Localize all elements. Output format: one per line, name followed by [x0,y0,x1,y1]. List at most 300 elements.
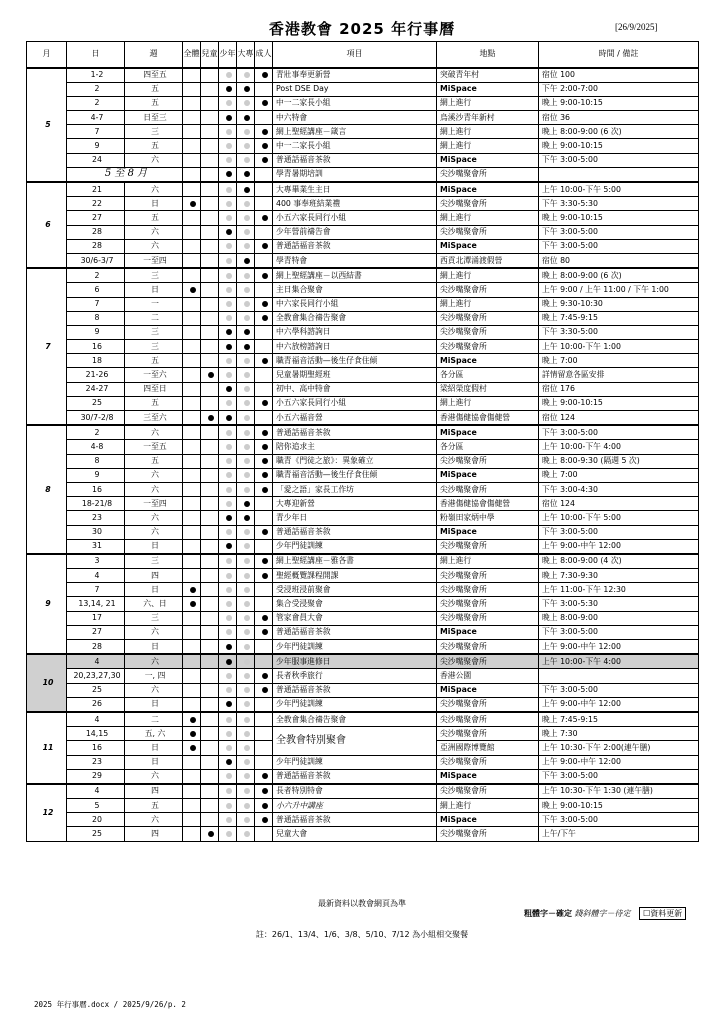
event-day: 30/7-2/8 [67,411,125,426]
audience-college-marker: ● [237,167,255,182]
event-time-note: 下午 3:30-5:30 [539,197,699,211]
month-label: 7 [27,268,67,425]
table-row [27,425,699,440]
audience-children-marker [201,283,219,297]
audience-children-marker [201,268,219,283]
event-time-note: 上午 10:00-下午 5:00 [539,182,699,197]
event-day: 29 [67,769,125,784]
audience-college-marker: ● [237,268,255,283]
audience-children-marker [201,741,219,755]
event-item: 普通話福音茶敘 [273,425,437,440]
audience-adult-marker: ● [255,769,273,784]
legend-italic: 錢斜體字－待定 [574,909,631,918]
audience-adult-marker: ● [255,454,273,468]
event-day: 17 [67,611,125,625]
audience-youth-marker: ● [219,354,237,368]
event-weekday: 五 [125,96,183,110]
header-college: 大專 [237,42,255,68]
event-item: 職青福音活動—後生仔食住傾 [273,468,437,482]
event-item: 全教會集合禱告聚會 [273,712,437,727]
event-location: 西貢北潭涌渡假營 [437,253,539,268]
event-time-note: 上午 9:00-中午 12:00 [539,697,699,712]
event-item: 中六放榜諮詢日 [273,340,437,354]
event-time-note [539,167,699,182]
audience-college-marker: ● [237,597,255,611]
event-day: 18 [67,354,125,368]
event-weekday: 四 [125,569,183,583]
audience-college-marker: ● [237,784,255,799]
audience-all-marker [183,625,201,639]
event-location: 尖沙嘴聚會所 [437,697,539,712]
audience-youth-marker: ● [219,569,237,583]
audience-all-marker [183,253,201,268]
audience-children-marker [201,784,219,799]
event-day: 7 [67,583,125,597]
month-label: 6 [27,182,67,268]
audience-children-marker [201,211,219,225]
audience-youth-marker: ● [219,482,237,496]
audience-adult-marker [255,382,273,396]
event-weekday: 三 [125,268,183,283]
event-day: 5 [67,799,125,813]
event-location: 突破青年村 [437,68,539,83]
audience-youth-marker: ● [219,311,237,325]
audience-college-marker: ● [237,253,255,268]
audience-youth-marker: ● [219,799,237,813]
event-item: Post DSE Day [273,82,437,96]
audience-adult-marker [255,511,273,525]
audience-adult-marker [255,640,273,655]
audience-all-marker [183,497,201,511]
event-item: 普通話福音茶敘 [273,813,437,827]
audience-college-marker: ● [237,368,255,382]
audience-adult-marker [255,597,273,611]
audience-adult-marker [255,225,273,239]
event-weekday: 日 [125,640,183,655]
event-time-note: 宿位 124 [539,411,699,426]
table-row [27,440,699,454]
event-day: 9 [67,325,125,339]
audience-all-marker [183,268,201,283]
audience-adult-marker [255,727,273,741]
event-item: 普通話福音茶敘 [273,769,437,784]
event-weekday: 六 [125,239,183,253]
event-time-note: 下午 3:00-5:00 [539,769,699,784]
audience-college-marker: ● [237,82,255,96]
event-weekday: 二 [125,712,183,727]
legend-update-box: ☐資料更新 [639,907,686,920]
event-item: 青壯事奉更新營 [273,68,437,83]
audience-all-marker [183,382,201,396]
audience-children-marker [201,197,219,211]
audience-college-marker: ● [237,225,255,239]
audience-all-marker [183,554,201,569]
event-weekday: 五 [125,139,183,153]
audience-adult-marker: ● [255,468,273,482]
event-item: 學青特會 [273,253,437,268]
event-item: 少年門徒訓練 [273,755,437,769]
event-item: 大專畢業生主日 [273,182,437,197]
audience-college-marker: ● [237,813,255,827]
table-row [27,253,699,268]
audience-all-marker [183,827,201,841]
event-weekday: 五 [125,82,183,96]
audience-adult-marker [255,325,273,339]
event-location: MiSpace [437,82,539,96]
event-time-note: 上午 9:00-中午 12:00 [539,755,699,769]
audience-all-marker: ● [183,597,201,611]
audience-college-marker: ● [237,325,255,339]
audience-adult-marker [255,253,273,268]
audience-children-marker [201,325,219,339]
table-row [27,597,699,611]
event-time-note: 下午 3:00-4:30 [539,482,699,496]
event-weekday: 三至六 [125,411,183,426]
event-location: 尖沙嘴聚會所 [437,454,539,468]
table-row [27,511,699,525]
header-all: 全體 [183,42,201,68]
event-day: 27 [67,211,125,225]
audience-children-marker [201,468,219,482]
schedule-table [26,41,699,842]
audience-children-marker: ● [201,411,219,426]
table-row [27,283,699,297]
month-label: 10 [27,654,67,712]
event-time-note: 宿位 36 [539,111,699,125]
event-location: 網上進行 [437,554,539,569]
audience-college-marker: ● [237,211,255,225]
event-item: 中六學科諮詢日 [273,325,437,339]
table-row [27,654,699,669]
event-item: 兒童暑期聖經班 [273,368,437,382]
event-weekday: 日 [125,197,183,211]
audience-adult-marker [255,741,273,755]
event-day: 2 [67,268,125,283]
audience-college-marker: ● [237,297,255,311]
table-row [27,139,699,153]
audience-college-marker: ● [237,497,255,511]
note-group-meals: 註：26/1、13/4、1/6、3/8、5/10、7/12 為小組相交聚餐 [255,930,469,939]
event-location: 尖沙嘴聚會所 [437,569,539,583]
event-location: 尖沙嘴聚會所 [437,167,539,182]
audience-college-marker: ● [237,769,255,784]
event-day: 4-8 [67,440,125,454]
audience-youth-marker: ● [219,755,237,769]
audience-all-marker: ● [183,727,201,741]
event-weekday: 一, 四 [125,669,183,683]
table-row [27,354,699,368]
audience-college-marker: ● [237,425,255,440]
audience-youth-marker: ● [219,769,237,784]
audience-children-marker [201,640,219,655]
event-location: 網上進行 [437,96,539,110]
audience-children-marker [201,755,219,769]
event-time-note: 下午 3:30-5:00 [539,325,699,339]
audience-all-marker [183,182,201,197]
table-row [27,669,699,683]
event-location: 尖沙嘴聚會所 [437,712,539,727]
audience-adult-marker [255,197,273,211]
event-day: 2 [67,82,125,96]
event-day: 25 [67,827,125,841]
event-location: 尖沙嘴聚會所 [437,225,539,239]
event-weekday: 一至四 [125,253,183,268]
audience-children-marker [201,239,219,253]
event-time-note: 下午 2:00-7:00 [539,82,699,96]
table-row [27,182,699,197]
event-weekday: 五 [125,354,183,368]
event-item: 中一二家長小組 [273,96,437,110]
event-day: 28 [67,225,125,239]
event-day: 4 [67,712,125,727]
event-time-note: 晚上 9:00-10:15 [539,139,699,153]
event-day: 14,15 [67,727,125,741]
event-time-note: 晚上 9:00-10:15 [539,211,699,225]
event-location: 網上進行 [437,799,539,813]
table-row [27,625,699,639]
event-item: 400 事奉班結業禮 [273,197,437,211]
audience-all-marker [183,340,201,354]
event-weekday: 六 [125,153,183,167]
audience-all-marker [183,669,201,683]
event-item: 小五六福音營 [273,411,437,426]
audience-youth-marker: ● [219,297,237,311]
audience-youth-marker: ● [219,669,237,683]
event-time-note: 上午/下午 [539,827,699,841]
audience-youth-marker: ● [219,654,237,669]
event-time-note: 上午 9:00 / 上午 11:00 / 下午 1:00 [539,283,699,297]
event-time-note: 下午 3:00-5:00 [539,683,699,697]
event-location: 尖沙嘴聚會所 [437,640,539,655]
event-time-note: 晚上 7:30-9:30 [539,569,699,583]
audience-college-marker: ● [237,125,255,139]
audience-all-marker: ● [183,741,201,755]
audience-adult-marker: ● [255,554,273,569]
header-children: 兒童 [201,42,219,68]
audience-youth-marker: ● [219,239,237,253]
table-row [27,153,699,167]
audience-youth-marker: ● [219,153,237,167]
audience-children-marker [201,511,219,525]
audience-children-marker [201,253,219,268]
event-time-note: 上午 10:00-下午 5:00 [539,511,699,525]
audience-children-marker [201,96,219,110]
event-weekday: 一至五 [125,440,183,454]
audience-adult-marker: ● [255,153,273,167]
audience-all-marker [183,368,201,382]
event-location: 尖沙嘴聚會所 [437,654,539,669]
header-day: 日 [67,42,125,68]
audience-youth-marker: ● [219,440,237,454]
audience-youth-marker: ● [219,411,237,426]
audience-college-marker: ● [237,139,255,153]
audience-youth-marker: ● [219,497,237,511]
audience-college-marker: ● [237,311,255,325]
event-weekday: 四至五 [125,68,183,83]
event-day: 18-21/8 [67,497,125,511]
event-location: 烏溪沙青年新村 [437,111,539,125]
event-day: 20,23,27,30 [67,669,125,683]
audience-adult-marker [255,654,273,669]
audience-adult-marker: ● [255,683,273,697]
audience-adult-marker: ● [255,611,273,625]
audience-all-marker [183,82,201,96]
table-row [27,554,699,569]
audience-adult-marker [255,283,273,297]
table-row [27,784,699,799]
event-location: MiSpace [437,625,539,639]
audience-all-marker: ● [183,283,201,297]
table-row [27,311,699,325]
table-row [27,799,699,813]
event-weekday: 六 [125,769,183,784]
audience-youth-marker: ● [219,139,237,153]
event-day: 27 [67,625,125,639]
event-item: 「愛之語」家長工作坊 [273,482,437,496]
event-day: 13,14, 21 [67,597,125,611]
table-row [27,813,699,827]
event-time-note: 晚上 9:30-10:30 [539,297,699,311]
audience-adult-marker: ● [255,297,273,311]
audience-college-marker: ● [237,525,255,539]
audience-college-marker: ● [237,197,255,211]
event-weekday: 五, 六 [125,727,183,741]
event-location: 尖沙嘴聚會所 [437,197,539,211]
event-location: MiSpace [437,525,539,539]
audience-children-marker [201,683,219,697]
audience-all-marker [183,468,201,482]
table-row [27,468,699,482]
audience-youth-marker: ● [219,511,237,525]
audience-youth-marker: ● [219,784,237,799]
audience-youth-marker: ● [219,382,237,396]
audience-children-marker [201,583,219,597]
audience-youth-marker: ● [219,741,237,755]
audience-youth-marker: ● [219,539,237,554]
audience-all-marker [183,755,201,769]
table-row [27,727,699,741]
audience-children-marker [201,297,219,311]
audience-all-marker [183,813,201,827]
event-weekday: 六 [125,225,183,239]
audience-youth-marker: ● [219,125,237,139]
audience-youth-marker: ● [219,268,237,283]
event-time-note: 下午 3:00-5:00 [539,525,699,539]
audience-all-marker [183,125,201,139]
header-item: 項目 [273,42,437,68]
event-location: 網上進行 [437,125,539,139]
audience-children-marker [201,554,219,569]
event-weekday: 三 [125,325,183,339]
audience-children-marker [201,569,219,583]
table-row [27,268,699,283]
event-day: 28 [67,239,125,253]
audience-children-marker [201,539,219,554]
event-time-note: 宿位 100 [539,68,699,83]
event-location: 各分區 [437,440,539,454]
audience-adult-marker: ● [255,354,273,368]
table-row [27,82,699,96]
table-row [27,497,699,511]
event-time-note: 下午 3:00-5:00 [539,625,699,639]
event-weekday: 六 [125,813,183,827]
event-day: 24-27 [67,382,125,396]
header-row [27,42,699,68]
event-day: 22 [67,197,125,211]
event-weekday: 六 [125,525,183,539]
table-row [27,396,699,410]
audience-college-marker: ● [237,583,255,597]
table-row [27,454,699,468]
audience-adult-marker [255,111,273,125]
audience-adult-marker: ● [255,669,273,683]
audience-youth-marker: ● [219,827,237,841]
event-day: 25 [67,683,125,697]
audience-college-marker: ● [237,727,255,741]
audience-youth-marker: ● [219,225,237,239]
event-time-note: 上午 10:00-下午 1:00 [539,340,699,354]
event-day: 4-7 [67,111,125,125]
audience-children-marker: ● [201,368,219,382]
event-location: 梁紹榮度假村 [437,382,539,396]
event-weekday: 日 [125,697,183,712]
event-weekday: 六 [125,511,183,525]
audience-college-marker: ● [237,354,255,368]
audience-children-marker [201,712,219,727]
audience-youth-marker: ● [219,468,237,482]
audience-children-marker [201,525,219,539]
audience-college-marker: ● [237,640,255,655]
table-row [27,111,699,125]
audience-adult-marker: ● [255,268,273,283]
table-row [27,368,699,382]
audience-all-marker [183,239,201,253]
audience-children-marker [201,68,219,83]
event-weekday: 四至日 [125,382,183,396]
audience-youth-marker: ● [219,597,237,611]
audience-youth-marker: ● [219,425,237,440]
audience-all-marker [183,111,201,125]
audience-all-marker [183,225,201,239]
header-location: 地點 [437,42,539,68]
audience-all-marker: ● [183,712,201,727]
audience-college-marker: ● [237,382,255,396]
event-item: 初中、高中特會 [273,382,437,396]
audience-adult-marker: ● [255,311,273,325]
audience-youth-marker: ● [219,611,237,625]
table-row [27,411,699,426]
audience-all-marker [183,153,201,167]
event-time-note: 晚上 7:30 [539,727,699,741]
audience-adult-marker [255,340,273,354]
event-day: 16 [67,340,125,354]
event-weekday: 五 [125,396,183,410]
event-day: 2 [67,96,125,110]
event-weekday: 一 [125,297,183,311]
event-day: 28 [67,640,125,655]
event-item: 少年門徒訓練 [273,640,437,655]
event-day: 16 [67,482,125,496]
audience-college-marker: ● [237,741,255,755]
table-row [27,197,699,211]
audience-all-marker [183,784,201,799]
event-location: 尖沙嘴聚會所 [437,340,539,354]
event-location: MiSpace [437,153,539,167]
event-time-note: 詳情留意各區安排 [539,368,699,382]
event-location: 亞洲國際博覽館 [437,741,539,755]
audience-all-marker [183,297,201,311]
event-item: 少年服事進修日 [273,654,437,669]
